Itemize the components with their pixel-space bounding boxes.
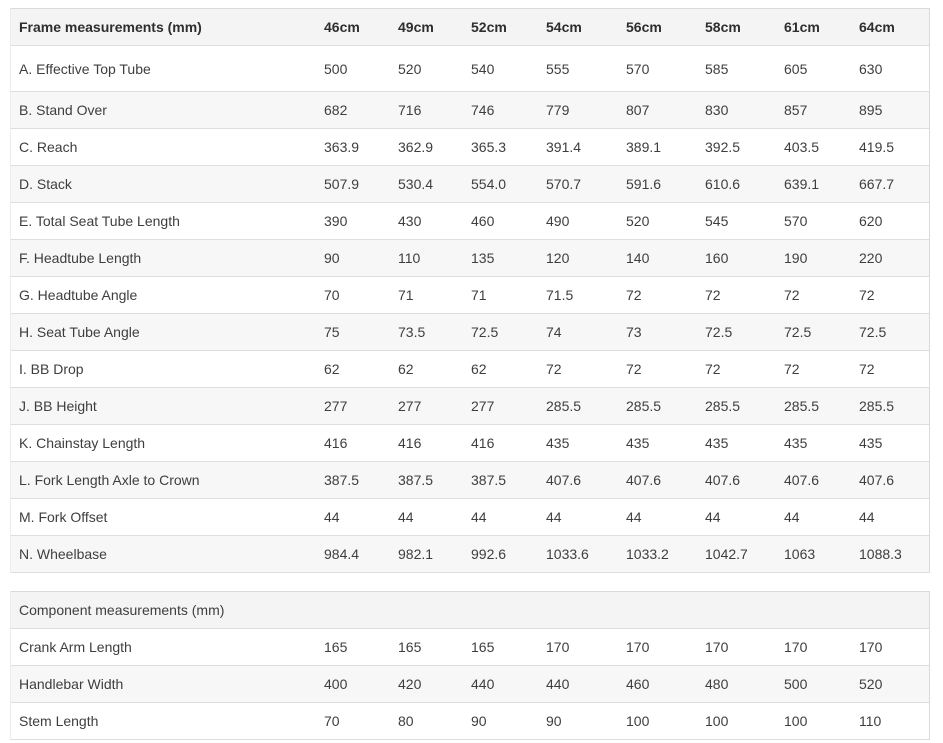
size-column-header-49cm: 49cm	[398, 19, 434, 35]
cell-value: 71	[471, 287, 487, 303]
cell-value: 500	[324, 60, 348, 77]
cell-value: 363.9	[324, 139, 360, 155]
cell-value: 407.6	[859, 472, 895, 488]
cell-value: 407.6	[784, 472, 820, 488]
component-table-body	[11, 629, 929, 740]
cell-value: 72	[784, 287, 800, 303]
cell-value: 44	[626, 509, 642, 525]
cell-value: 165	[398, 639, 422, 655]
cell-value: 630	[859, 60, 883, 77]
cell-value: 570	[626, 60, 650, 77]
cell-value: 407.6	[546, 472, 582, 488]
cell-value: 285.5	[546, 398, 582, 414]
cell-value: 90	[471, 713, 487, 729]
cell-value: 362.9	[398, 139, 434, 155]
cell-value: 165	[471, 639, 495, 655]
cell-value: 403.5	[784, 139, 820, 155]
cell-value: 570.7	[546, 176, 582, 192]
frame-table-header-row	[11, 9, 929, 46]
cell-value: 639.1	[784, 176, 820, 192]
cell-value: 435	[626, 435, 650, 451]
size-column-header-52cm: 52cm	[471, 19, 507, 35]
cell-value: 390	[324, 213, 348, 229]
row-label: N. Wheelbase	[19, 546, 107, 562]
cell-value: 120	[546, 250, 570, 266]
component-table-title: Component measurements (mm)	[19, 602, 225, 618]
table-row	[11, 388, 929, 425]
cell-value: 430	[398, 213, 422, 229]
cell-value: 585	[705, 60, 729, 77]
cell-value: 44	[324, 509, 340, 525]
cell-value: 70	[324, 287, 340, 303]
row-label: I. BB Drop	[19, 361, 84, 377]
row-label: L. Fork Length Axle to Crown	[19, 472, 200, 488]
frame-table-body	[11, 46, 929, 573]
cell-value: 435	[784, 435, 808, 451]
cell-value: 170	[626, 639, 650, 655]
cell-value: 135	[471, 250, 495, 266]
table-row	[11, 92, 929, 129]
cell-value: 440	[471, 676, 495, 692]
cell-value: 540	[471, 60, 495, 77]
cell-value: 1063	[784, 546, 816, 562]
size-column-header-64cm: 64cm	[859, 19, 895, 35]
cell-value: 100	[705, 713, 729, 729]
table-row	[11, 277, 929, 314]
cell-value: 480	[705, 676, 729, 692]
cell-value: 895	[859, 102, 883, 118]
cell-value: 277	[398, 398, 422, 414]
cell-value: 416	[398, 435, 422, 451]
cell-value: 70	[324, 713, 340, 729]
cell-value: 165	[324, 639, 348, 655]
row-label: Stem Length	[19, 713, 99, 729]
cell-value: 285.5	[784, 398, 820, 414]
component-table-header-row	[11, 592, 929, 629]
cell-value: 140	[626, 250, 650, 266]
cell-value: 44	[546, 509, 562, 525]
size-column-header-54cm: 54cm	[546, 19, 582, 35]
cell-value: 170	[859, 639, 883, 655]
size-column-header-56cm: 56cm	[626, 19, 662, 35]
cell-value: 1033.2	[626, 546, 669, 562]
cell-value: 44	[784, 509, 800, 525]
cell-value: 73	[626, 324, 642, 340]
row-label: D. Stack	[19, 176, 72, 192]
cell-value: 170	[784, 639, 808, 655]
cell-value: 75	[324, 324, 340, 340]
cell-value: 170	[705, 639, 729, 655]
cell-value: 857	[784, 102, 808, 118]
table-row	[11, 240, 929, 277]
cell-value: 44	[859, 509, 875, 525]
cell-value: 435	[546, 435, 570, 451]
row-label: J. BB Height	[19, 398, 97, 414]
row-label: E. Total Seat Tube Length	[19, 213, 180, 229]
cell-value: 667.7	[859, 176, 895, 192]
cell-value: 72.5	[705, 324, 733, 340]
cell-value: 160	[705, 250, 729, 266]
cell-value: 72	[546, 361, 562, 377]
row-label: Handlebar Width	[19, 676, 124, 692]
cell-value: 44	[471, 509, 487, 525]
table-row	[11, 314, 929, 351]
size-column-header-58cm: 58cm	[705, 19, 741, 35]
cell-value: 277	[324, 398, 348, 414]
cell-value: 100	[784, 713, 808, 729]
cell-value: 419.5	[859, 139, 895, 155]
cell-value: 416	[324, 435, 348, 451]
cell-value: 391.4	[546, 139, 582, 155]
cell-value: 72	[705, 287, 721, 303]
table-row	[11, 462, 929, 499]
cell-value: 490	[546, 213, 570, 229]
cell-value: 830	[705, 102, 729, 118]
cell-value: 72.5	[859, 324, 887, 340]
table-row	[11, 629, 929, 666]
row-label: Crank Arm Length	[19, 639, 132, 655]
cell-value: 545	[705, 213, 729, 229]
table-row	[11, 129, 929, 166]
cell-value: 220	[859, 250, 883, 266]
frame-table-title: Frame measurements (mm)	[19, 19, 202, 35]
cell-value: 170	[546, 639, 570, 655]
cell-value: 110	[398, 250, 421, 266]
cell-value: 1088.3	[859, 546, 902, 562]
component-measurements-table	[10, 591, 930, 740]
cell-value: 72	[859, 287, 875, 303]
cell-value: 387.5	[398, 472, 434, 488]
row-label: B. Stand Over	[19, 102, 107, 118]
cell-value: 100	[626, 713, 650, 729]
cell-value: 72	[859, 361, 875, 377]
cell-value: 746	[471, 102, 495, 118]
cell-value: 416	[471, 435, 495, 451]
cell-value: 72.5	[471, 324, 499, 340]
cell-value: 387.5	[324, 472, 360, 488]
row-label: C. Reach	[19, 139, 78, 155]
cell-value: 530.4	[398, 176, 434, 192]
row-label: F. Headtube Length	[19, 250, 142, 266]
cell-value: 72	[626, 361, 642, 377]
cell-value: 440	[546, 676, 570, 692]
cell-value: 389.1	[626, 139, 662, 155]
row-label: A. Effective Top Tube	[19, 60, 151, 77]
cell-value: 190	[784, 250, 808, 266]
cell-value: 554.0	[471, 176, 507, 192]
cell-value: 365.3	[471, 139, 507, 155]
cell-value: 72.5	[784, 324, 812, 340]
size-column-header-61cm: 61cm	[784, 19, 820, 35]
table-row	[11, 166, 929, 203]
cell-value: 285.5	[859, 398, 895, 414]
cell-value: 285.5	[626, 398, 662, 414]
table-row	[11, 46, 929, 92]
cell-value: 62	[324, 361, 340, 377]
cell-value: 982.1	[398, 546, 434, 562]
cell-value: 807	[626, 102, 650, 118]
cell-value: 80	[398, 713, 414, 729]
cell-value: 420	[398, 676, 422, 692]
table-row	[11, 351, 929, 388]
cell-value: 610.6	[705, 176, 741, 192]
row-label: M. Fork Offset	[19, 509, 108, 525]
cell-value: 992.6	[471, 546, 507, 562]
cell-value: 285.5	[705, 398, 741, 414]
cell-value: 520	[626, 213, 650, 229]
cell-value: 387.5	[471, 472, 507, 488]
cell-value: 90	[546, 713, 562, 729]
cell-value: 460	[626, 676, 650, 692]
cell-value: 110	[859, 713, 882, 729]
cell-value: 72	[784, 361, 800, 377]
cell-value: 392.5	[705, 139, 741, 155]
cell-value: 570	[784, 213, 808, 229]
cell-value: 90	[324, 250, 340, 266]
cell-value: 44	[398, 509, 414, 525]
cell-value: 62	[471, 361, 487, 377]
cell-value: 277	[471, 398, 495, 414]
table-row	[11, 425, 929, 462]
cell-value: 400	[324, 676, 348, 692]
size-column-header-46cm: 46cm	[324, 19, 360, 35]
cell-value: 435	[859, 435, 883, 451]
table-row	[11, 536, 929, 573]
cell-value: 682	[324, 102, 348, 118]
cell-value: 407.6	[626, 472, 662, 488]
cell-value: 520	[859, 676, 883, 692]
cell-value: 984.4	[324, 546, 360, 562]
cell-value: 62	[398, 361, 414, 377]
cell-value: 73.5	[398, 324, 426, 340]
cell-value: 507.9	[324, 176, 360, 192]
table-row	[11, 499, 929, 536]
cell-value: 500	[784, 676, 808, 692]
cell-value: 44	[705, 509, 721, 525]
cell-value: 605	[784, 60, 808, 77]
cell-value: 71	[398, 287, 414, 303]
cell-value: 435	[705, 435, 729, 451]
cell-value: 72	[626, 287, 642, 303]
cell-value: 72	[705, 361, 721, 377]
cell-value: 520	[398, 60, 422, 77]
table-row	[11, 703, 929, 740]
cell-value: 716	[398, 102, 422, 118]
cell-value: 74	[546, 324, 562, 340]
cell-value: 555	[546, 60, 570, 77]
row-label: G. Headtube Angle	[19, 287, 138, 303]
cell-value: 1042.7	[705, 546, 748, 562]
cell-value: 460	[471, 213, 495, 229]
row-label: K. Chainstay Length	[19, 435, 146, 451]
cell-value: 591.6	[626, 176, 662, 192]
cell-value: 407.6	[705, 472, 741, 488]
frame-measurements-table	[10, 8, 930, 573]
cell-value: 71.5	[546, 287, 574, 303]
table-row	[11, 203, 929, 240]
row-label: H. Seat Tube Angle	[19, 324, 140, 340]
table-row	[11, 666, 929, 703]
cell-value: 620	[859, 213, 883, 229]
cell-value: 1033.6	[546, 546, 589, 562]
cell-value: 779	[546, 102, 570, 118]
